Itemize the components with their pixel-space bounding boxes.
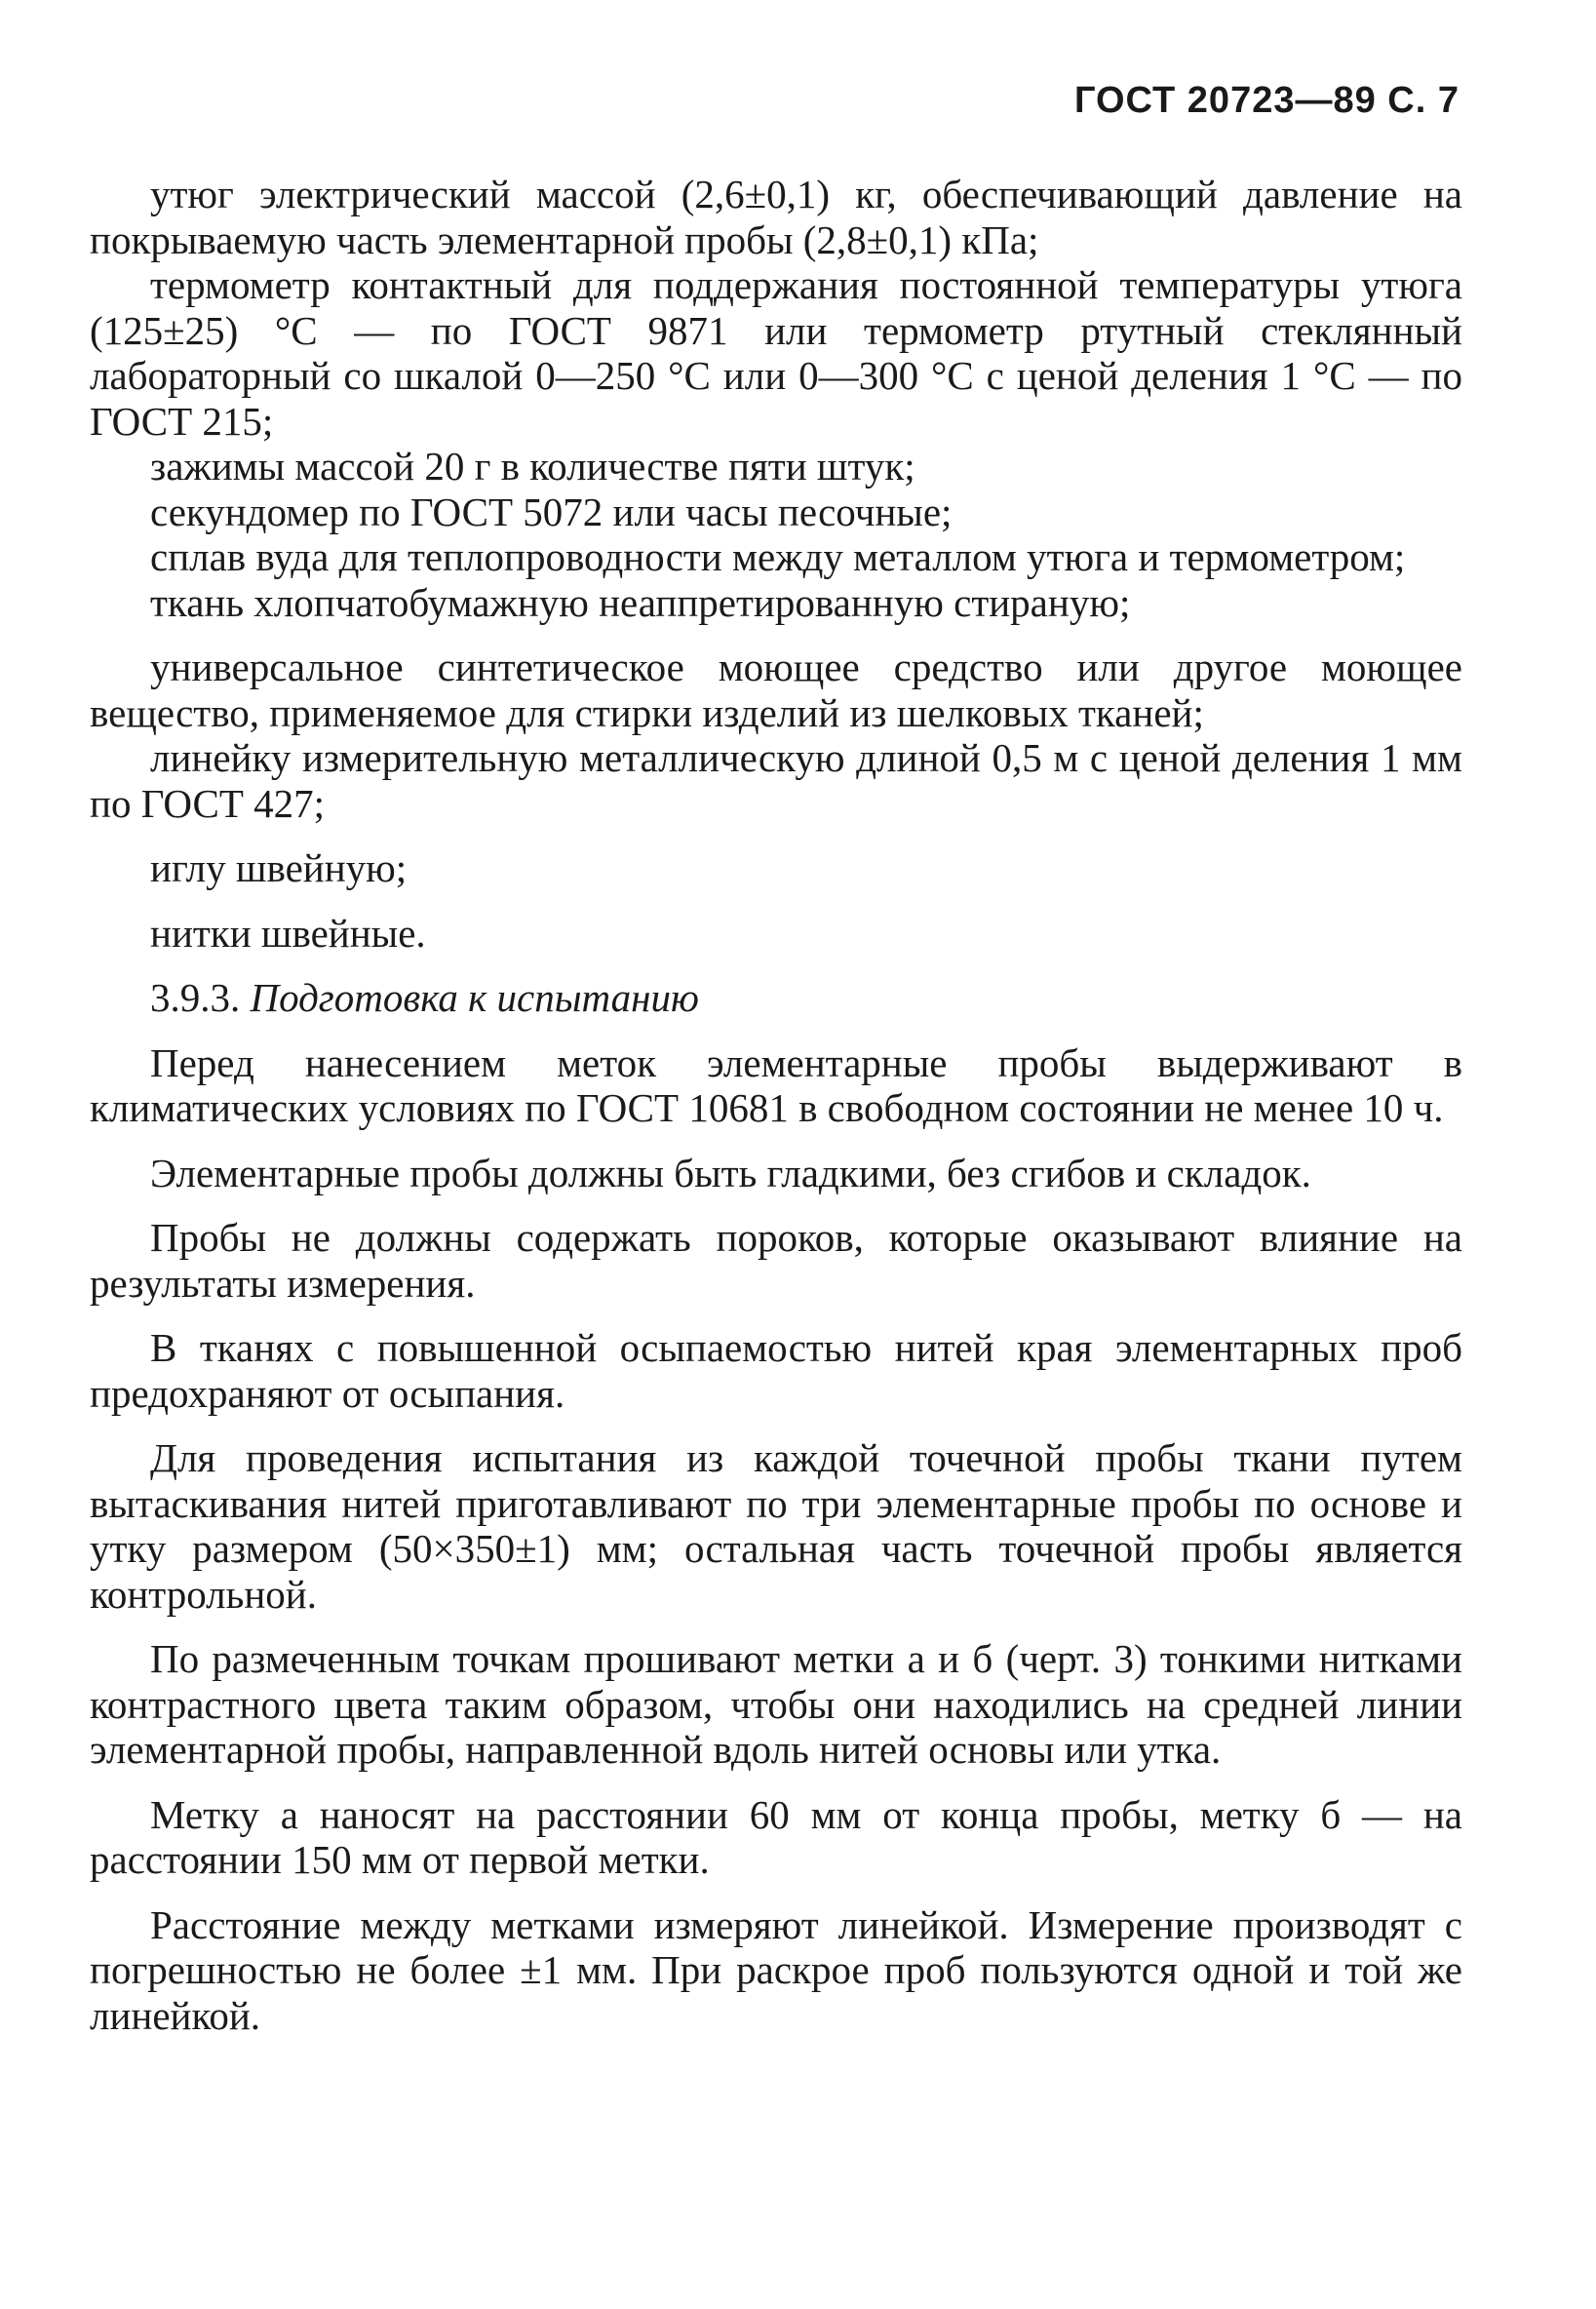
page-header: ГОСТ 20723—89 С. 7 <box>1073 80 1460 121</box>
section-number: 3.9.3. <box>150 975 241 1020</box>
paragraph-conditioning: Перед нанесением меток элементарные пробы выдерживают в климатических условиях по ГОСТ 10681 в свободном состоянии не менее 10 ч. <box>90 1039 1462 1130</box>
equipment-item-cotton-fabric: ткань хлопчатобумажную неаппретированную стираную; <box>150 579 1131 625</box>
paragraph-smooth: Элементарные пробы должны быть гладкими, без сгибов и складок. <box>150 1150 1311 1195</box>
equipment-item-ruler: линейку измерительную металлическую длиной 0,5 м с ценой деления 1 мм по ГОСТ 427; <box>90 735 1462 826</box>
equipment-item-detergent: универсальное синтетическое моющее средство или другое моющее вещество, применяемое для стирки изделий из шелковых тканей; <box>90 645 1462 735</box>
paragraph-defects: Пробы не должны содержать пороков, которые оказывают влияние на результаты измерения. <box>90 1215 1462 1306</box>
equipment-item-clamps: зажимы массой 20 г в количестве пяти штук; <box>150 444 915 489</box>
equipment-item-threads: нитки швейные. <box>150 910 426 956</box>
document-body <box>90 172 1462 2038</box>
section-heading <box>90 975 1462 1021</box>
equipment-item-wood-alloy: сплав вуда для теплопроводности между металлом утюга и термометром; <box>150 534 1406 579</box>
paragraph-marks: По размеченным точкам прошивают метки а и б (черт. 3) тонкими нитками контрастного цвета таким образом, чтобы они находились на средней линии элементарной пробы, направленной вдоль нитей основы или утка. <box>90 1636 1462 1772</box>
paragraph-mark-positions: Метку а наносят на расстоянии 60 мм от конца пробы, метку б — на расстоянии 150 мм от первой метки. <box>90 1791 1462 1882</box>
equipment-item-thermometer: термометр контактный для поддержания постоянной температуры утюга (125±25) °С — по ГОСТ 9871 или термометр ртутный стеклянный лабораторный со шкалой 0—250 °С или 0—300 °С с ценой деления 1 °С — по ГОСТ 215; <box>90 262 1462 444</box>
section-title: Подготовка к испытанию <box>250 975 699 1020</box>
paragraph-measurement: Расстояние между метками измеряют линейкой. Измерение производят с погрешностью не более ±1 мм. При раскрое проб пользуются одной и той же линейкой. <box>90 1901 1462 2038</box>
equipment-item-needle: иглу швейную; <box>150 845 408 890</box>
equipment-item-iron: утюг электрический массой (2,6±0,1) кг, обеспечивающий давление на покрываемую часть элементарной пробы (2,8±0,1) кПа; <box>90 172 1462 262</box>
paragraph-sample-prep: Для проведения испытания из каждой точечной пробы ткани путем вытаскивания нитей приготавливают по три элементарные пробы по основе и утку размером (50×350±1) мм; остальная часть точечной пробы является контрольной. <box>90 1435 1462 1617</box>
paragraph-fraying: В тканях с повышенной осыпаемостью нитей края элементарных проб предохраняют от осыпания. <box>90 1325 1462 1416</box>
equipment-item-stopwatch: секундомер по ГОСТ 5072 или часы песочные; <box>150 489 953 534</box>
